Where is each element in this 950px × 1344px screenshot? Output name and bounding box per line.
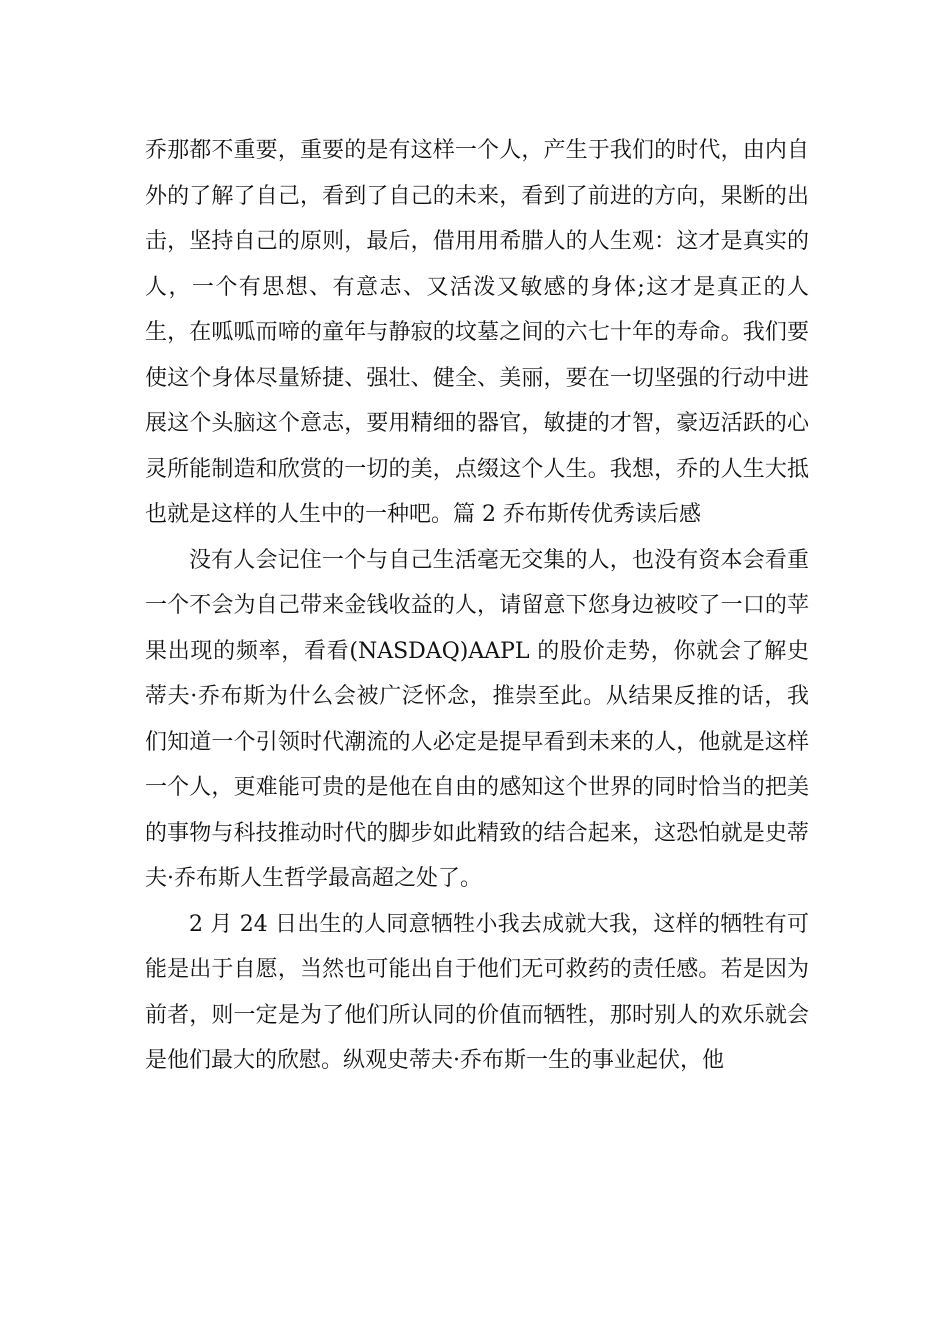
paragraph-1: 乔那都不重要，重要的是有这样一个人，产生于我们的时代，由内自外的了解了自己，看到了自己的未来，看到了前进的方向，果断的出击，坚持自己的原则，最后，借用用希腊人的人生观：这才是真实的人，一个有思想、有意志、又活泼又敏感的身体;这才是真正的人生，在呱呱而啼的童年与静寂的坟墓之间的六七十年的寿命。我们要使这个身体尽量矫捷、强壮、健全、美丽，要在一切坚强的行动中进展这个头脑这个意志，要用精细的器官，敏捷的才智，豪迈活跃的心灵所能制造和欣赏的一切的美，点缀这个人生。我想，乔的人生大抵也就是这样的人生中的一种吧。篇 2 乔布斯传优秀读后感 [145, 138, 809, 527]
paragraph-3: 2 月 24 日出生的人同意牺牲小我去成就大我，这样的牺牲有可能是出于自愿，当然也可能出自于他们无可救药的责任感。若是因为前者，则一定是为了他们所认同的价值而牺牲，那时别人的欢乐就会是他们最大的欣慰。纵观史蒂夫·乔布斯一生的事业起伏，他 [145, 911, 809, 1073]
paragraph-2: 没有人会记住一个与自己生活毫无交集的人，也没有资本会看重一个不会为自己带来金钱收益的人，请留意下您身边被咬了一口的苹果出现的频率，看看(NASDAQ)AAPL 的股价走势，你就会了解史蒂夫·乔布斯为什么会被广泛怀念，推崇至此。从结果反推的话，我们知道一个引领时代潮流的人必定是提早看到未来的人，他就是这样一个人，更难能可贵的是他在自由的感知这个世界的同时恰当的把美的事物与科技推动时代的脚步如此精致的结合起来，这恐怕就是史蒂夫·乔布斯人生哲学最高超之处了。 [145, 547, 809, 891]
document-body [145, 128, 809, 1084]
